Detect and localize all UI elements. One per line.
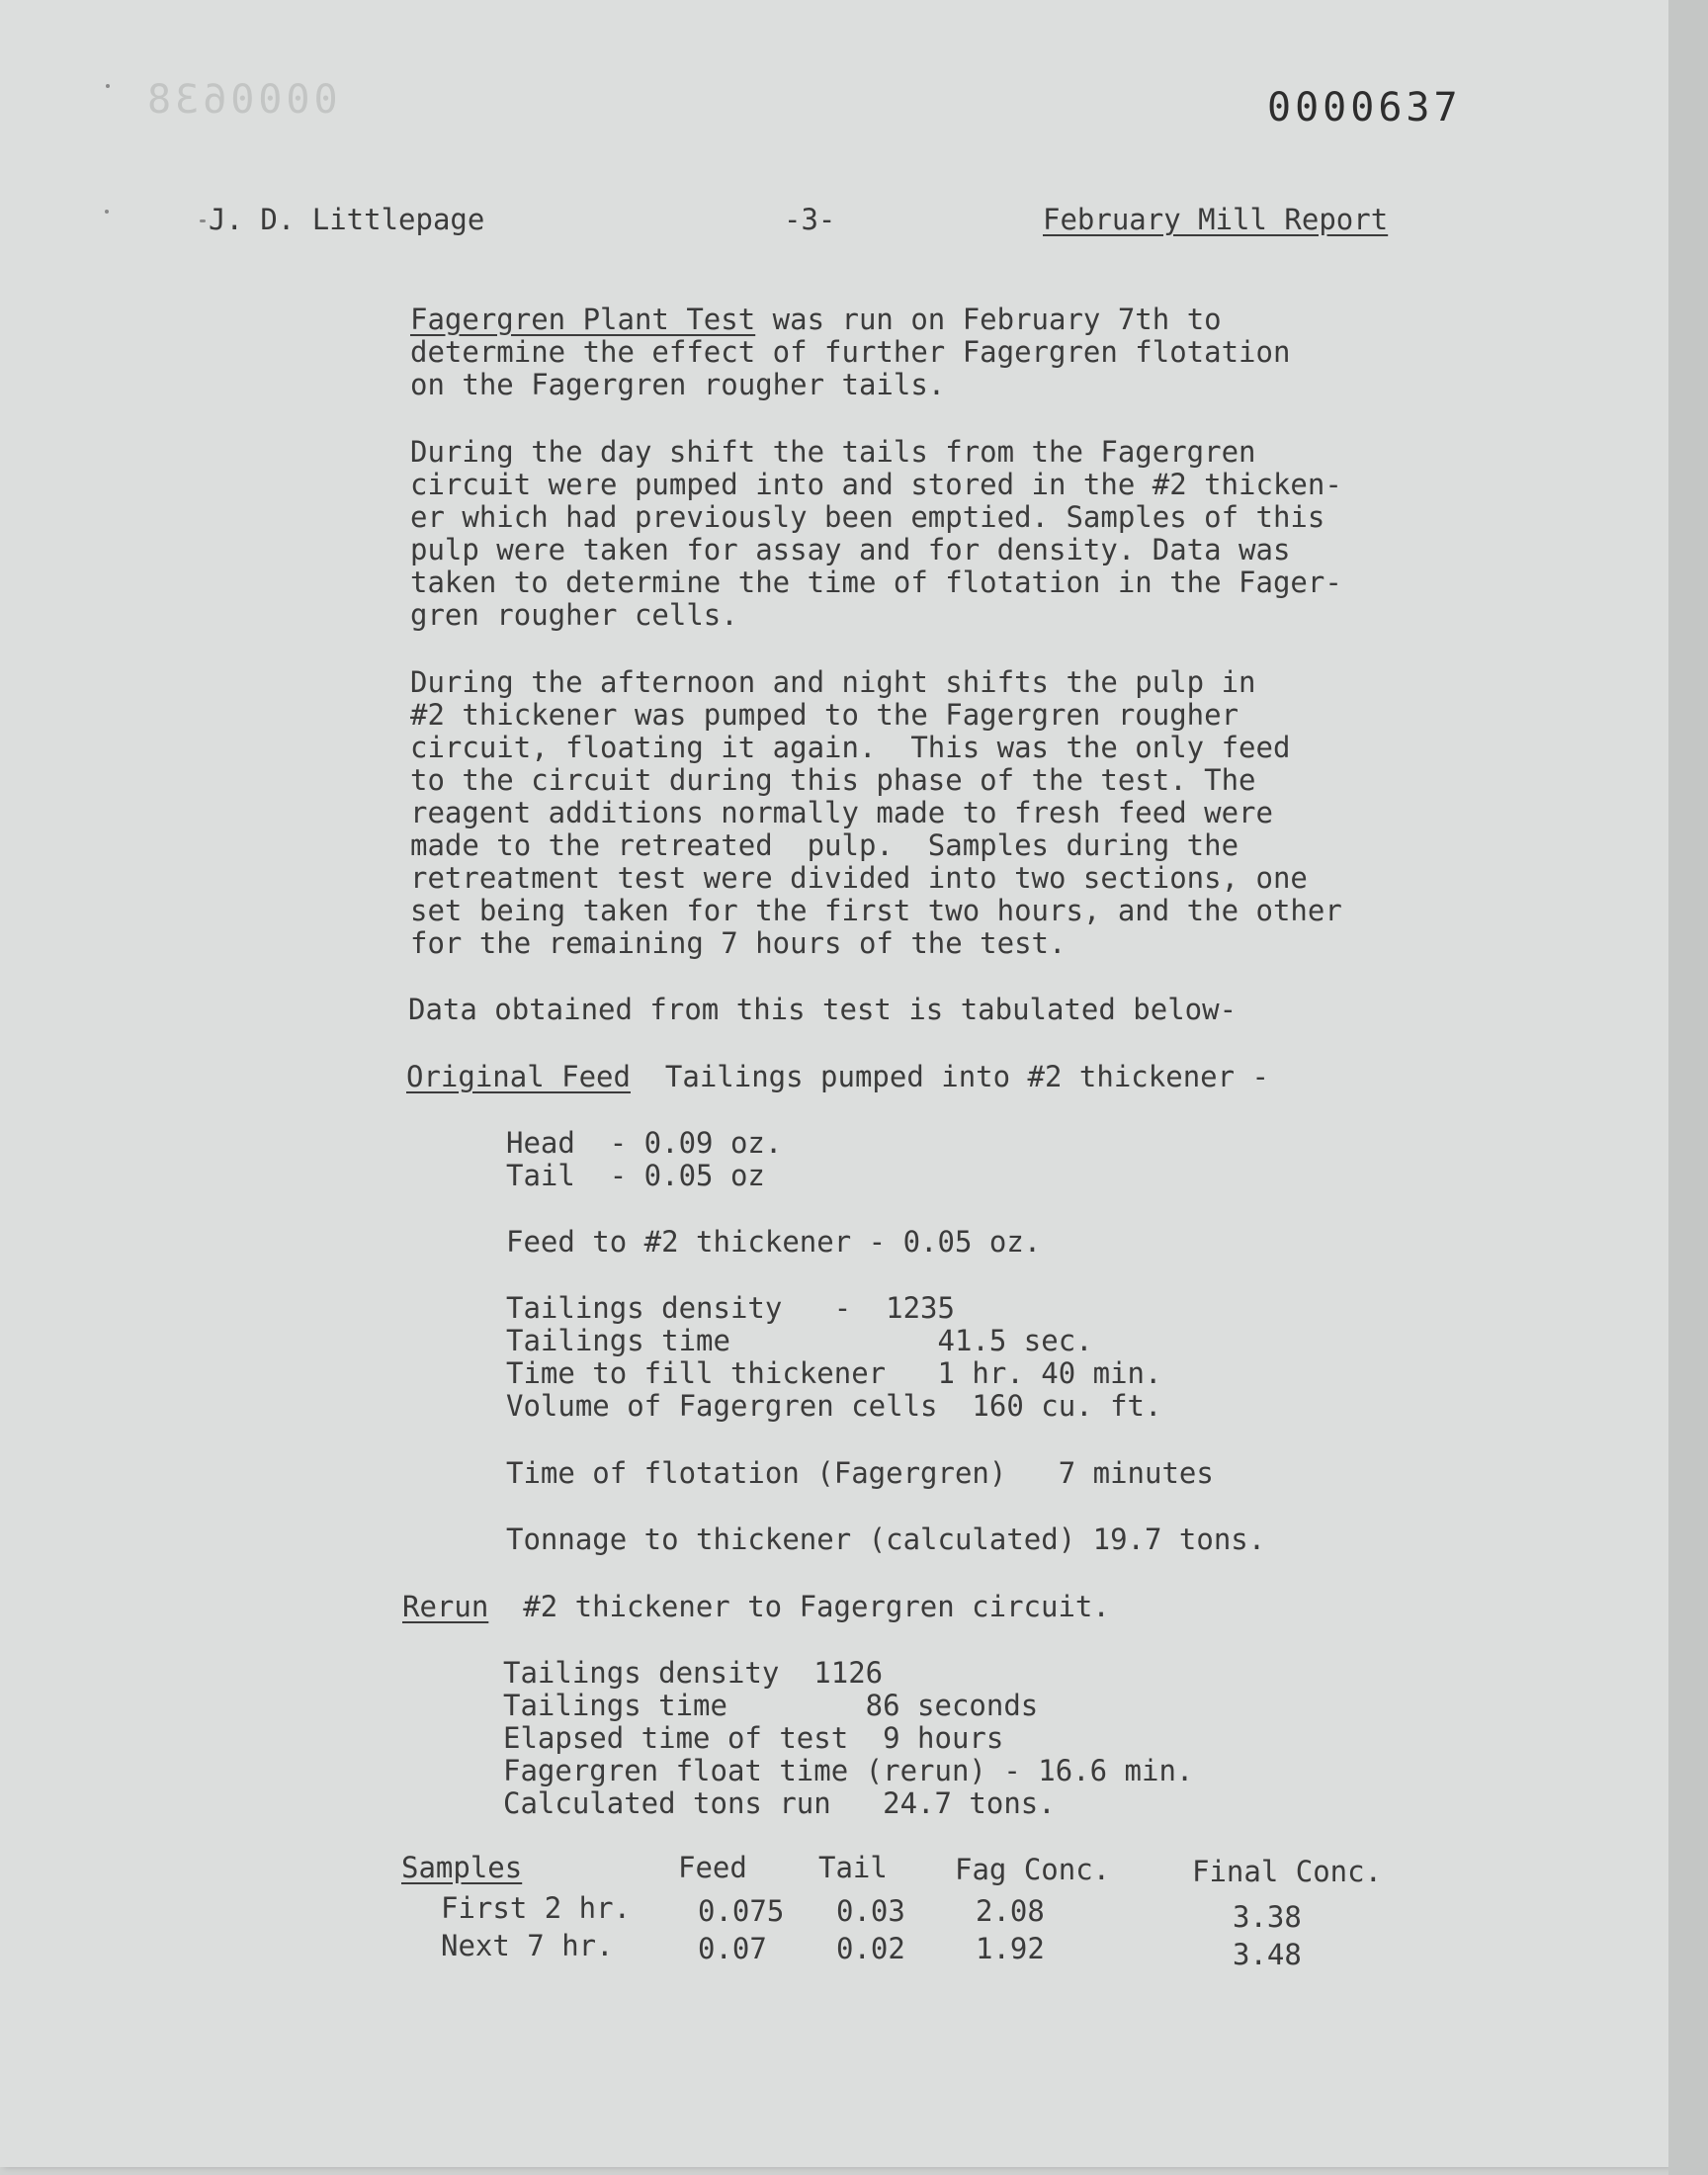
header-author: J. D. Littlepage <box>209 203 485 236</box>
cell-final-conc: 3.38 <box>1233 1900 1302 1934</box>
paragraph-3-line: to the circuit during this phase of the test. The <box>410 763 1256 797</box>
tabulation-intro: Data obtained from this test is tabulated below- <box>408 993 1238 1026</box>
paragraph-1-line-1: Fagergren Plant Test was run on February 7th to <box>410 303 1222 336</box>
time-of-flotation: Time of flotation (Fagergren) 7 minutes <box>506 1456 1214 1490</box>
paragraph-1-line-2: determine the effect of further Fagergren flotation <box>410 335 1291 369</box>
header-page-number: -3- <box>784 203 836 236</box>
paragraph-2-line: pulp were taken for assay and for density. Data was <box>410 533 1291 566</box>
samples-label: Samples <box>401 1851 523 1884</box>
paragraph-2-line: During the day shift the tails from the Fagergren <box>410 435 1256 469</box>
paragraph-2-line: gren rougher cells. <box>410 598 738 632</box>
bleed-through-number: 0000638 <box>143 77 338 123</box>
paragraph-1-line-3: on the Fagergren rougher tails. <box>410 368 946 401</box>
tonnage-to-thickener: Tonnage to thickener (calculated) 19.7 tons. <box>506 1522 1266 1556</box>
rerun-data-line: Elapsed time of test 9 hours <box>503 1721 1004 1755</box>
original-feed-data-line: Time to fill thickener 1 hr. 40 min. <box>506 1356 1162 1390</box>
document-number: 0000637 <box>1267 85 1462 130</box>
paragraph-3-line: circuit, floating it again. This was the only feed <box>410 731 1291 764</box>
column-header-fag-conc: Fag Conc. <box>955 1853 1111 1886</box>
scan-edge <box>1668 0 1708 2175</box>
paragraph-3-line: set being taken for the first two hours, and the other <box>410 894 1342 927</box>
head-assay: Head - 0.09 oz. <box>506 1126 783 1160</box>
original-feed-line: Original Feed Tailings pumped into #2 thickener - <box>406 1060 1269 1093</box>
header-report-title: February Mill Report <box>1043 203 1389 236</box>
column-header-final-conc: Final Conc. <box>1192 1855 1383 1888</box>
paragraph-3-line: #2 thickener was pumped to the Fagergren rougher <box>410 698 1239 732</box>
paragraph-3-line: for the remaining 7 hours of the test. <box>410 926 1067 960</box>
rerun-data-line: Calculated tons run 24.7 tons. <box>503 1786 1056 1820</box>
original-feed-data-line: Tailings time 41.5 sec. <box>506 1324 1093 1357</box>
cell-feed: 0.075 <box>698 1894 785 1928</box>
paragraph-3-line: retreatment test were divided into two sections, one <box>410 861 1308 895</box>
cell-fag-conc: 1.92 <box>976 1932 1045 1965</box>
cell-tail: 0.02 <box>836 1932 905 1965</box>
paragraph-2-line: taken to determine the time of flotation in the Fager- <box>410 566 1342 599</box>
column-header-feed: Feed <box>678 1851 747 1884</box>
rerun-line: Rerun #2 thickener to Fagergren circuit. <box>402 1590 1110 1623</box>
cell-tail: 0.03 <box>836 1894 905 1928</box>
row-label: First 2 hr. <box>441 1891 632 1925</box>
original-feed-label: Original Feed <box>406 1060 631 1093</box>
cell-final-conc: 3.48 <box>1233 1938 1302 1971</box>
row-label: Next 7 hr. <box>441 1929 614 1962</box>
paragraph-3-line: reagent additions normally made to fresh feed were <box>410 796 1273 829</box>
fagergren-plant-test-heading: Fagergren Plant Test <box>410 303 756 336</box>
original-feed-data-line: Tailings density - 1235 <box>506 1291 955 1325</box>
cell-feed: 0.07 <box>698 1932 767 1965</box>
paragraph-2-line: er which had previously been emptied. Samples of this <box>410 500 1325 534</box>
original-feed-data-line: Volume of Fagergren cells 160 cu. ft. <box>506 1389 1162 1423</box>
feed-to-thickener: Feed to #2 thickener - 0.05 oz. <box>506 1225 1042 1259</box>
rerun-data-line: Tailings density 1126 <box>503 1656 884 1690</box>
tail-assay: Tail - 0.05 oz <box>506 1159 765 1192</box>
cell-fag-conc: 2.08 <box>976 1894 1045 1928</box>
paragraph-3-line: During the afternoon and night shifts the pulp in <box>410 665 1256 699</box>
paragraph-3-line: made to the retreated pulp. Samples during the <box>410 828 1239 862</box>
rerun-label: Rerun <box>402 1590 489 1623</box>
rerun-data-line: Tailings time 86 seconds <box>503 1689 1039 1722</box>
column-header-tail: Tail <box>818 1851 888 1884</box>
rerun-data-line: Fagergren float time (rerun) - 16.6 min. <box>503 1754 1194 1787</box>
paragraph-2-line: circuit were pumped into and stored in the #2 thicken- <box>410 468 1342 501</box>
